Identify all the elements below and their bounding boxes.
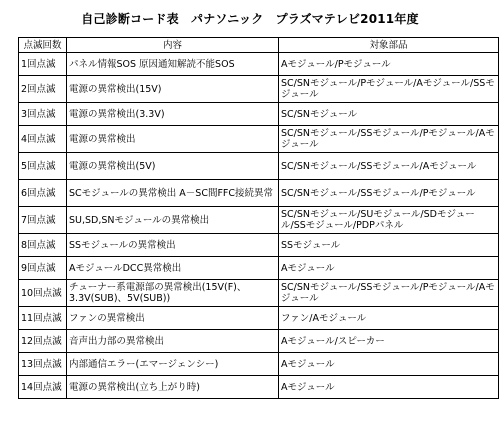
- table-row: [19, 376, 499, 399]
- table-row: [19, 153, 499, 180]
- table-row: [19, 234, 499, 257]
- target-parts-cell: SSモジュール: [279, 234, 499, 257]
- content-cell: 音声出力部の異常検出: [67, 330, 279, 353]
- blink-count-cell: 14回点滅: [19, 376, 67, 399]
- blink-count-cell: 7回点滅: [19, 207, 67, 234]
- table-row: [19, 53, 499, 76]
- blink-count-cell: 12回点滅: [19, 330, 67, 353]
- target-parts-cell: SC/SNモジュール/SSモジュール/Pモジュール: [279, 180, 499, 207]
- diagnostic-code-table: [18, 37, 499, 399]
- table-header-row: [19, 38, 499, 53]
- target-parts-cell: Aモジュール/Pモジュール: [279, 53, 499, 76]
- blink-count-cell: 6回点滅: [19, 180, 67, 207]
- table-row: [19, 307, 499, 330]
- content-cell: SU,SD,SNモジュールの異常検出: [67, 207, 279, 234]
- table-row: [19, 103, 499, 126]
- table-row: [19, 257, 499, 280]
- blink-count-cell: 1回点滅: [19, 53, 67, 76]
- content-cell: 内部通信エラー(エマージェンシー): [67, 353, 279, 376]
- table-row: [19, 353, 499, 376]
- content-cell: 電源の異常検出(3.3V): [67, 103, 279, 126]
- target-parts-cell: Aモジュール: [279, 353, 499, 376]
- table-row: [19, 207, 499, 234]
- table-row: [19, 126, 499, 153]
- blink-count-cell: 8回点滅: [19, 234, 67, 257]
- target-parts-cell: ファン/Aモジュール: [279, 307, 499, 330]
- target-parts-cell: SC/SNモジュール/SSモジュール/Aモジュール: [279, 153, 499, 180]
- target-parts-cell: SC/SNモジュール/SSモジュール/Pモジュール/Aモジュール: [279, 280, 499, 307]
- table-row: [19, 280, 499, 307]
- target-parts-cell: SC/SNモジュール: [279, 103, 499, 126]
- content-cell: AモジュールDCC異常検出: [67, 257, 279, 280]
- table-row: [19, 330, 499, 353]
- blink-count-cell: 11回点滅: [19, 307, 67, 330]
- blink-count-cell: 9回点滅: [19, 257, 67, 280]
- content-cell: 電源の異常検出(15V): [67, 76, 279, 103]
- target-parts-cell: SC/SNモジュール/SUモジュール/SDモジュール/SSモジュール/PDPパネル: [279, 207, 499, 234]
- blink-count-cell: 13回点滅: [19, 353, 67, 376]
- header-content: 内容: [67, 38, 279, 53]
- target-parts-cell: SC/SNモジュール/Pモジュール/Aモジュール/SSモジュール: [279, 76, 499, 103]
- blink-count-cell: 4回点滅: [19, 126, 67, 153]
- content-cell: SSモジュールの異常検出: [67, 234, 279, 257]
- table-row: [19, 76, 499, 103]
- content-cell: SCモジュールの異常検出 A－SC間FFC接続異常: [67, 180, 279, 207]
- target-parts-cell: Aモジュール/スピーカー: [279, 330, 499, 353]
- content-cell: 電源の異常検出: [67, 126, 279, 153]
- content-cell: チューナー系電源部の異常検出(15V(F)、3.3V(SUB)、5V(SUB)): [67, 280, 279, 307]
- blink-count-cell: 5回点滅: [19, 153, 67, 180]
- target-parts-cell: Aモジュール: [279, 257, 499, 280]
- header-blink-count: 点滅回数: [19, 38, 67, 53]
- content-cell: 電源の異常検出(立ち上がり時): [67, 376, 279, 399]
- blink-count-cell: 3回点滅: [19, 103, 67, 126]
- blink-count-cell: 2回点滅: [19, 76, 67, 103]
- table-row: [19, 180, 499, 207]
- content-cell: ファンの異常検出: [67, 307, 279, 330]
- blink-count-cell: 10回点滅: [19, 280, 67, 307]
- page-title: 自己診断コード表 パナソニック プラズマテレビ2011年度: [81, 12, 419, 26]
- target-parts-cell: SC/SNモジュール/SSモジュール/Pモジュール/Aモジュール: [279, 126, 499, 153]
- content-cell: 電源の異常検出(5V): [67, 153, 279, 180]
- target-parts-cell: Aモジュール: [279, 376, 499, 399]
- header-target-parts: 対象部品: [279, 38, 499, 53]
- content-cell: パネル情報SOS 原因通知解読不能SOS: [67, 53, 279, 76]
